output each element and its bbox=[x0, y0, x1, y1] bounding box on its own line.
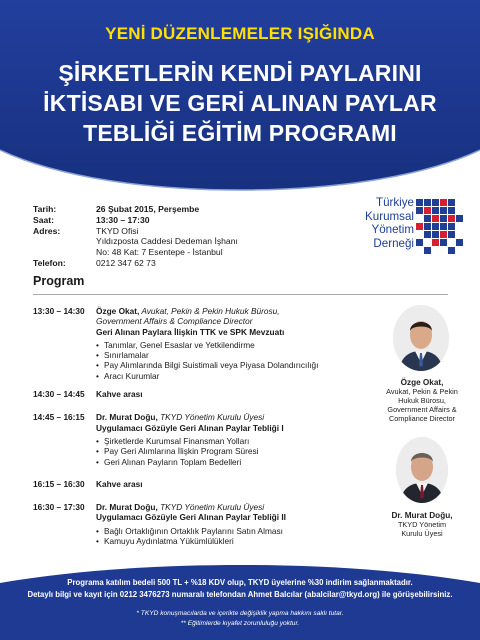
session-item bbox=[33, 412, 363, 466]
speaker-caption-role: Government Affairs & bbox=[387, 405, 457, 414]
logo-square bbox=[424, 215, 431, 222]
logo-square bbox=[424, 199, 431, 206]
info-label bbox=[33, 247, 96, 258]
session-speaker bbox=[96, 412, 363, 422]
logo-square bbox=[416, 223, 423, 230]
session-time: 14:45 – 16:15 bbox=[33, 412, 85, 423]
info-value: 0212 347 62 73 bbox=[96, 257, 156, 268]
list-item: • Kamuyu Aydınlatma Yükümlülükleri bbox=[96, 536, 363, 546]
logo-square bbox=[424, 247, 431, 254]
footer-note: ** Eğitimlerde kıyafet zorunluluğu yoktur. bbox=[180, 620, 300, 627]
logo-square bbox=[424, 207, 431, 214]
logo-square bbox=[424, 223, 431, 230]
footer-banner bbox=[0, 565, 480, 640]
program-sessions bbox=[33, 306, 363, 554]
list-item: • Pay Geri Alımlarına İlişkin Program Süresi bbox=[96, 446, 363, 456]
speaker-caption-role: Compliance Director bbox=[388, 414, 456, 423]
info-label: Telefon: bbox=[33, 257, 66, 268]
info-label: Tarih: bbox=[33, 204, 57, 214]
list-item: • Şirketlerde Kurumsal Finansman Yolları bbox=[96, 436, 363, 446]
list-item: • Bağlı Ortaklığının Ortaklık Paylarını Satın Alması bbox=[96, 526, 363, 536]
info-label: Saat: bbox=[33, 214, 55, 225]
logo-square bbox=[432, 231, 439, 238]
logo-square bbox=[416, 199, 423, 206]
session-item bbox=[33, 306, 363, 381]
session-title: Kahve arası bbox=[96, 389, 143, 400]
session-speaker-role-2 bbox=[96, 316, 363, 326]
speaker-role: Government Affairs & Compliance Director bbox=[96, 316, 253, 327]
logo-square bbox=[416, 239, 423, 246]
session-title: Geri Alınan Paylara İlişkin TTK ve SPK Mevzuatı bbox=[96, 326, 285, 337]
speaker-role: TKYD Yönetim Kurulu Üyesi bbox=[157, 412, 265, 423]
speaker-caption-role: Kurulu Üyesi bbox=[401, 529, 443, 538]
header-subtitle: YENİ DÜZENLEMELER IŞIĞINDA bbox=[105, 24, 375, 43]
logo-square bbox=[432, 223, 439, 230]
logo-square-grid-icon bbox=[416, 199, 462, 255]
speaker-caption-dogu bbox=[384, 511, 460, 538]
session-time: 14:30 – 14:45 bbox=[33, 389, 85, 400]
speaker-name: Dr. Murat Doğu, bbox=[96, 412, 158, 423]
logo-square bbox=[448, 231, 455, 238]
speaker-photo-okat bbox=[393, 305, 449, 371]
info-row-phone bbox=[33, 258, 286, 269]
session-speaker bbox=[96, 502, 363, 512]
info-row-date bbox=[33, 204, 286, 215]
session-title: Kahve arası bbox=[96, 478, 143, 489]
footer-contact-text: Detaylı bilgi ve kayıt için 0212 3476273 numaralı telefondan Ahmet Balcılar (abalcilar@tkyd.org) ile görüşebilirsiniz. bbox=[27, 590, 453, 599]
session-item bbox=[33, 502, 363, 546]
logo-square bbox=[448, 207, 455, 214]
speaker-name: Dr. Murat Doğu, bbox=[96, 502, 158, 513]
session-body bbox=[96, 389, 363, 399]
person-portrait-icon bbox=[393, 305, 449, 371]
divider bbox=[33, 294, 448, 295]
person-portrait-icon bbox=[396, 437, 448, 503]
title-line: TEBLİĞİ EĞİTİM PROGRAMI bbox=[83, 120, 397, 146]
logo-square bbox=[432, 239, 439, 246]
event-info bbox=[33, 204, 286, 269]
footer-fee-text: Programa katılım bedeli 500 TL + %18 KDV olup, TKYD üyelerine %30 indirim sağlanmaktadır. bbox=[67, 578, 413, 587]
info-label bbox=[33, 236, 96, 247]
program-heading: Program bbox=[33, 274, 85, 288]
list-item: • Sınırlamalar bbox=[96, 350, 363, 360]
session-item bbox=[33, 479, 363, 489]
logo-square bbox=[416, 207, 423, 214]
session-body bbox=[96, 502, 363, 546]
speaker-role: TKYD Yönetim Kurulu Üyesi bbox=[157, 502, 265, 513]
speaker-role: Avukat, Pekin & Pekin Hukuk Bürosu, bbox=[139, 306, 280, 316]
logo-text bbox=[365, 196, 414, 250]
info-row-address-3 bbox=[33, 247, 286, 258]
logo-square bbox=[440, 199, 447, 206]
footer-note: * TKYD konuşmacılarda ve içerikte değişiklik yapma hakkını saklı tutar. bbox=[136, 610, 344, 617]
speaker-caption-role: Hukuk Bürosu, bbox=[398, 396, 446, 405]
session-topics bbox=[96, 436, 363, 467]
header-title bbox=[0, 58, 480, 148]
session-item bbox=[33, 389, 363, 399]
logo-square bbox=[448, 223, 455, 230]
logo-square bbox=[456, 215, 463, 222]
session-time: 16:15 – 16:30 bbox=[33, 478, 85, 489]
speaker-caption-role: Avukat, Pekin & Pekin bbox=[386, 387, 458, 396]
session-topics bbox=[96, 526, 363, 547]
session-body bbox=[96, 412, 363, 466]
logo-square bbox=[432, 199, 439, 206]
info-row-address bbox=[33, 226, 286, 237]
list-item: • Geri Alınan Payların Toplam Bedelleri bbox=[96, 457, 363, 467]
logo-square bbox=[440, 239, 447, 246]
speaker-caption-okat bbox=[384, 378, 460, 423]
speaker-photo-dogu bbox=[396, 437, 448, 503]
logo-square bbox=[440, 207, 447, 214]
session-body bbox=[96, 306, 363, 381]
session-topics bbox=[96, 340, 363, 381]
session-body bbox=[96, 479, 363, 489]
logo-square bbox=[448, 247, 455, 254]
logo-square bbox=[432, 207, 439, 214]
session-title: Uygulamacı Gözüyle Geri Alınan Paylar Tebliği II bbox=[96, 512, 286, 523]
info-value: 13:30 – 17:30 bbox=[96, 214, 150, 225]
info-value: No: 48 Kat: 7 Esentepe - İstanbul bbox=[96, 247, 223, 258]
session-time: 13:30 – 14:30 bbox=[33, 306, 85, 316]
logo-square bbox=[448, 215, 455, 222]
footer-wave bbox=[0, 565, 480, 640]
speaker-caption-name: Dr. Murat Doğu, bbox=[391, 511, 453, 520]
info-row-address-2 bbox=[33, 236, 286, 247]
logo-square bbox=[432, 215, 439, 222]
logo-square bbox=[440, 223, 447, 230]
logo-square bbox=[456, 239, 463, 246]
logo-square bbox=[440, 231, 447, 238]
speaker-caption-role: TKYD Yönetim bbox=[397, 520, 447, 529]
title-line: İKTİSABI VE GERİ ALINAN PAYLAR bbox=[43, 90, 437, 116]
title-line: ŞİRKETLERİN KENDİ PAYLARINI bbox=[58, 60, 422, 86]
logo-square bbox=[424, 231, 431, 238]
session-time: 16:30 – 17:30 bbox=[33, 502, 85, 513]
session-title: Uygulamacı Gözüyle Geri Alınan Paylar Tebliği I bbox=[96, 422, 284, 433]
info-label: Adres: bbox=[33, 225, 61, 236]
logo-line: Yönetim bbox=[371, 223, 414, 237]
list-item: • Pay Alımlarında Bilgi Suistimali veya Piyasa Dolandırıcılığı bbox=[96, 360, 363, 370]
speaker-name: Özge Okat, bbox=[96, 306, 140, 316]
session-speaker bbox=[96, 306, 363, 316]
logo-line: Türkiye bbox=[375, 196, 414, 209]
logo-line: Derneği bbox=[373, 236, 414, 250]
logo-square bbox=[440, 215, 447, 222]
speaker-caption-name: Özge Okat, bbox=[400, 378, 444, 387]
tkyd-logo bbox=[318, 196, 468, 258]
logo-line: Kurumsal bbox=[365, 209, 414, 223]
list-item: • Tanımlar, Genel Esaslar ve Yetkilendirme bbox=[96, 340, 363, 350]
logo-square bbox=[448, 199, 455, 206]
list-item: • Aracı Kurumlar bbox=[96, 371, 363, 381]
info-value: Yıldızposta Caddesi Dedeman İşhanı bbox=[96, 236, 238, 247]
info-value: TKYD Ofisi bbox=[96, 225, 139, 236]
info-row-time bbox=[33, 215, 286, 226]
info-value: 26 Şubat 2015, Perşembe bbox=[96, 204, 200, 214]
